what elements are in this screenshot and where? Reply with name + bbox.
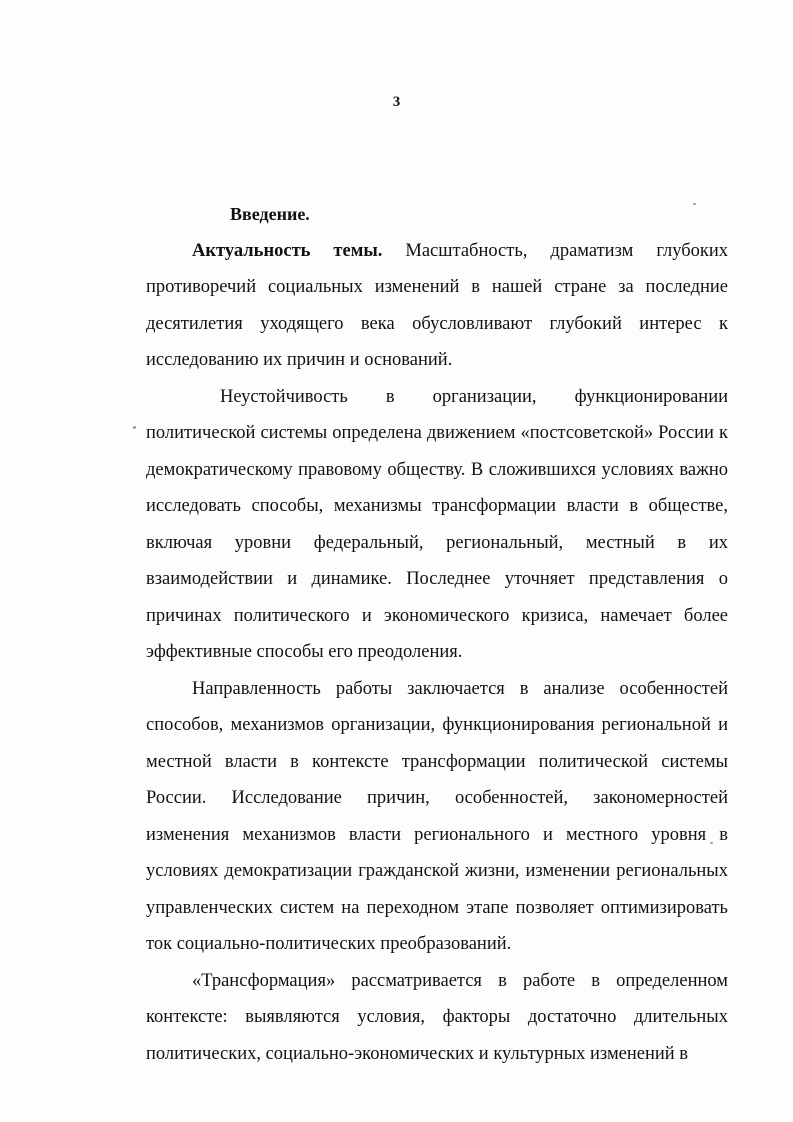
relevance-lead: Актуальность темы.: [192, 240, 383, 261]
paragraph-instability: Неустойчивость в организации, функционировании политической системы определена движением «постсоветской» России к демократическому правовому обществу. В сложившихся условиях важно исследовать способы, механизмы трансформации власти в обществе, включая уровни федеральный, региональный, местный в их взаимодействии и динамике. Последнее уточняет представления о причинах политического и экономического кризиса, намечает более эффективные способы его преодоления.: [146, 386, 728, 662]
relevance-text: Масштабность, драматизм глубоких противоречий социальных изменений в нашей стране за последние десятилетия уходящего века обусловливают глубокий интерес к исследованию их причин и оснований.: [146, 240, 729, 370]
paragraph-transformation: «Трансформация» рассматривается в работе в определенном контексте: выявляются условия, факторы достаточно длительных политических, социально-экономических и культурных изменений в: [146, 970, 728, 1064]
document-body: [146, 196, 728, 1072]
paragraph-direction: Направленность работы заключается в анализе особенностей способов, механизмов организации, функционирования региональной и местной власти в контексте трансформации политической системы России. Исследование причин, особенностей, закономерностей изменения механизмов власти регионального и местного уровня в условиях демократизации гражданской жизни, изменении региональных управленческих систем на переходном этапе позволяет оптимизировать ток социально-политических преобразований.: [146, 678, 728, 954]
page-number: 3: [392, 94, 401, 110]
scan-speck: [133, 426, 136, 429]
section-heading: Введение.: [230, 204, 310, 224]
paragraph-relevance: [146, 233, 728, 379]
